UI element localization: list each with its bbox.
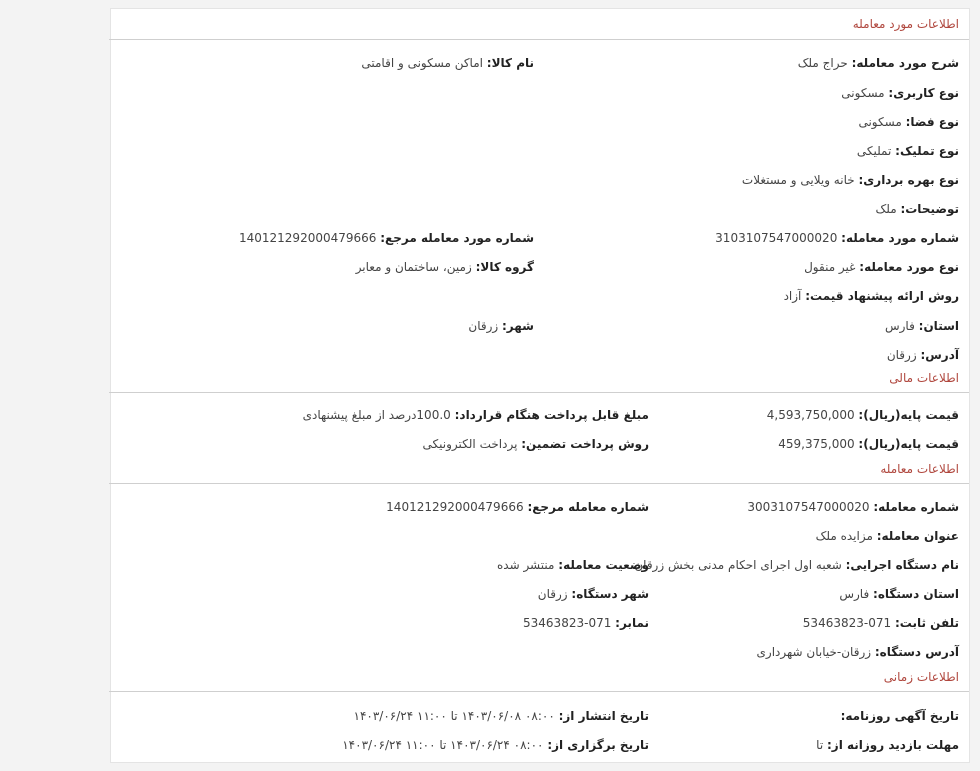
- base-price2-value: 459,375,000: [778, 437, 855, 451]
- divider: [109, 392, 969, 393]
- deal-number-value: 3103107547000020: [715, 231, 838, 245]
- goods-name-row: [361, 56, 534, 70]
- publish-date-label: تاریخ انتشار از:: [558, 709, 649, 723]
- phone-label: تلفن ثابت:: [894, 616, 959, 630]
- transaction-title-label: عنوان معامله:: [876, 529, 959, 543]
- transaction-ref-number-value: 140121292000479666: [386, 500, 524, 514]
- exploitation-row: [742, 173, 959, 187]
- goods-group-value: زمین، ساختمان و معابر: [355, 260, 472, 274]
- pricing-method-label: روش ارائه پیشنهاد قیمت:: [805, 289, 959, 303]
- org-address-label: آدرس دستگاه:: [874, 645, 959, 659]
- base-price-value: 4,593,750,000: [766, 408, 855, 422]
- org-city-label: شهر دستگاه:: [571, 587, 649, 601]
- section-title-financial: اطلاعات مالی: [889, 371, 959, 385]
- province-value: فارس: [884, 319, 915, 333]
- city-value: زرقان: [468, 319, 499, 333]
- visit-deadline-value: تا: [816, 738, 824, 752]
- space-value: مسکونی: [858, 115, 902, 129]
- ownership-label: نوع تملیک:: [895, 144, 959, 158]
- base-price2-label: قیمت پایه(ریال):: [858, 437, 959, 451]
- usage-label: نوع کاربری:: [888, 86, 959, 100]
- status-label: وضعیت معامله:: [558, 558, 649, 572]
- fax-row: [523, 616, 649, 630]
- hold-date-value: ۰۸:۰۰ ۱۴۰۳/۰۶/۲۴ تا ۱۱:۰۰ ۱۴۰۳/۰۶/۲۴: [342, 738, 544, 752]
- payable-row: [303, 408, 649, 422]
- org-province-row: [839, 587, 959, 601]
- section-title-deal-info: اطلاعات مورد معامله: [852, 17, 959, 31]
- transaction-number-value: 3003107547000020: [747, 500, 870, 514]
- payable-label: مبلغ قابل پرداخت هنگام قرارداد:: [454, 408, 649, 422]
- ownership-row: [857, 144, 959, 158]
- deal-details-card: [110, 8, 970, 763]
- org-row: [634, 558, 959, 572]
- notes-value: ملک: [875, 202, 897, 216]
- divider: [109, 691, 969, 692]
- phone-row: [803, 616, 959, 630]
- space-row: [858, 115, 959, 129]
- status-row: [497, 558, 649, 572]
- goods-name-label: نام کالا:: [486, 56, 534, 70]
- org-province-label: استان دستگاه:: [873, 587, 959, 601]
- deal-number-row: [715, 231, 959, 245]
- org-address-value: زرقان-خیابان شهرداری: [756, 645, 872, 659]
- base-price-row: [767, 408, 959, 422]
- exploitation-label: نوع بهره برداری:: [858, 173, 959, 187]
- deal-number-label: شماره مورد معامله:: [841, 231, 959, 245]
- city-label: شهر:: [502, 319, 534, 333]
- goods-group-row: [356, 260, 534, 274]
- goods-group-label: گروه کالا:: [475, 260, 534, 274]
- visit-deadline-label: مهلت بازدید روزانه از:: [827, 738, 959, 752]
- phone-value: 071-53463823: [802, 616, 892, 630]
- org-city-value: زرقان: [537, 587, 568, 601]
- base-price2-row: [778, 437, 959, 451]
- guarantee-method-label: روش پرداخت تضمین:: [521, 437, 649, 451]
- transaction-ref-number-row: [386, 500, 649, 514]
- publish-date-value: ۰۸:۰۰ ۱۴۰۳/۰۶/۰۸ تا ۱۱:۰۰ ۱۴۰۳/۰۶/۲۴: [353, 709, 555, 723]
- deal-description-row: [798, 56, 959, 70]
- org-address-row: [757, 645, 959, 659]
- province-row: [885, 319, 959, 333]
- divider: [109, 483, 969, 484]
- address-value: زرقان: [886, 348, 917, 362]
- space-label: نوع فضا:: [905, 115, 959, 129]
- fax-value: 071-53463823: [523, 616, 612, 630]
- org-city-row: [538, 587, 649, 601]
- pricing-method-row: [784, 289, 959, 303]
- section-title-transaction: اطلاعات معامله: [880, 462, 959, 476]
- ownership-value: تملیکی: [856, 144, 892, 158]
- guarantee-method-value: پرداخت الکترونیکی: [422, 437, 518, 451]
- exploitation-value: خانه ویلایی و مستغلات: [741, 173, 855, 187]
- address-row: [887, 348, 959, 362]
- usage-value: مسکونی: [841, 86, 885, 100]
- transaction-number-row: [747, 500, 959, 514]
- newspaper-date-label: تاریخ آگهی روزنامه:: [840, 709, 959, 723]
- address-label: آدرس:: [920, 348, 959, 362]
- deal-description-label: شرح مورد معامله:: [851, 56, 959, 70]
- province-label: استان:: [918, 319, 959, 333]
- fax-label: نمابر:: [615, 616, 649, 630]
- deal-type-row: [804, 260, 959, 274]
- visit-deadline-row: [816, 738, 959, 752]
- goods-name-value: اماکن مسکونی و اقامتی: [361, 56, 483, 70]
- org-province-value: فارس: [839, 587, 870, 601]
- deal-type-value: غیر منقول: [804, 260, 856, 274]
- deal-ref-number-value: 140121292000479666: [238, 231, 377, 245]
- payable-value: 100.0درصد از مبلغ پیشنهادی: [302, 408, 451, 422]
- guarantee-method-row: [423, 437, 649, 451]
- deal-description-value: حراج ملک: [797, 56, 848, 70]
- transaction-ref-number-label: شماره معامله مرجع:: [527, 500, 649, 514]
- hold-date-label: تاریخ برگزاری از:: [547, 738, 649, 752]
- notes-row: [875, 202, 959, 216]
- base-price-label: قیمت پایه(ریال):: [858, 408, 959, 422]
- transaction-title-value: مزایده ملک: [815, 529, 873, 543]
- deal-type-label: نوع مورد معامله:: [859, 260, 959, 274]
- transaction-title-row: [816, 529, 959, 543]
- status-value: منتشر شده: [496, 558, 555, 572]
- hold-date-row: [342, 738, 649, 752]
- city-row: [468, 319, 534, 333]
- publish-date-row: [354, 709, 649, 723]
- divider: [109, 39, 969, 40]
- newspaper-date-row: [841, 709, 959, 723]
- pricing-method-value: آزاد: [783, 289, 802, 303]
- usage-row: [841, 86, 959, 100]
- org-value: شعبه اول اجرای احکام مدنی بخش زرقان: [634, 558, 842, 572]
- deal-ref-number-row: [239, 231, 534, 245]
- transaction-number-label: شماره معامله:: [873, 500, 959, 514]
- notes-label: توضیحات:: [900, 202, 959, 216]
- deal-ref-number-label: شماره مورد معامله مرجع:: [380, 231, 534, 245]
- section-title-timing: اطلاعات زمانی: [883, 670, 959, 684]
- org-label: نام دستگاه اجرایی:: [845, 558, 959, 572]
